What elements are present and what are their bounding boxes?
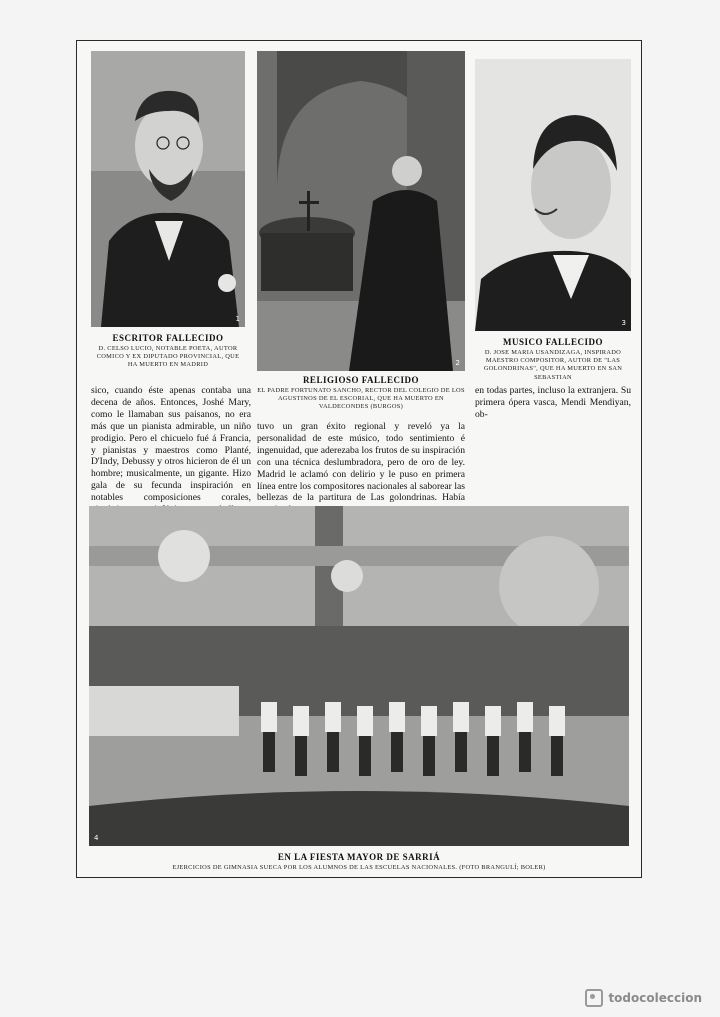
photo-number: 2 bbox=[455, 359, 460, 367]
musician-portrait bbox=[475, 59, 631, 331]
musician-caption-text: D. JOSE MARIA USANDIZAGA, INSPIRADO MAESTRO COMPOSITOR, AUTOR DE "LAS GOLONDRINAS", QUE HA MUERTO EN SAN SEBASTIAN bbox=[483, 349, 623, 381]
photo-number: 1 bbox=[235, 315, 240, 323]
festival-caption-title: EN LA FIESTA MAYOR DE SARRIÁ bbox=[277, 852, 441, 862]
musician-caption-title: MUSICO FALLECIDO bbox=[502, 337, 604, 347]
writer-caption-text: D. CELSO LUCIO, NOTABLE POETA, AUTOR COMICO Y EX DIPUTADO PROVINCIAL, QUE HA MUERTO EN MADRID bbox=[96, 345, 240, 369]
writer-caption-title: ESCRITOR FALLECIDO bbox=[112, 333, 224, 343]
article-column-3: en todas partes, incluso la extranjera. Su primera ópera vasca, Mendi Mendiyan, ob- bbox=[475, 385, 631, 420]
priest-portrait bbox=[257, 51, 465, 371]
todocoleccion-logo-icon bbox=[585, 989, 603, 1007]
article-column-1: sico, cuando éste apenas contaba una decena de años. Entonces, Joshé Mary, como le llamaban sus paisanos, no era más que un pianista admirable, un niño prodigio. Pero el chicuelo fué á Francia, y pianistas y maestros como Planté, D'Indy, Debussy y otros hicieron de él un hombre; musicalmente, un gigante. Hizo gala de su fecunda inspiración en notables composiciones corales, bbox=[91, 385, 251, 504]
photo-number: 4 bbox=[94, 834, 99, 842]
article-column-2: tuvo un gran éxito regional y reveló ya la personalidad de este músico, todo sentimiento é ingenuidad, que aderezaba los frutos de su inspiración con una técnica deslumbradora, pero de oro de ley. Madrid le aclamó con delirio y le puso en primera línea entre los compositores nacionales al saborear las bellezas de la partitura de Las golondrinas. Había bbox=[257, 421, 465, 504]
priest-caption-title: RELIGIOSO FALLECIDO bbox=[302, 375, 420, 385]
writer-portrait bbox=[91, 51, 245, 327]
festival-photo bbox=[89, 506, 629, 846]
photo-number: 3 bbox=[621, 319, 626, 327]
festival-caption-text: EJERCICIOS DE GIMNASIA SUECA POR LOS ALUMNOS DE LAS ESCUELAS NACIONALES. (FOTO BRANGULÍ; BOLER) bbox=[172, 864, 546, 871]
watermark-text: todocoleccion bbox=[608, 991, 702, 1005]
site-watermark bbox=[585, 989, 702, 1007]
magazine-page bbox=[76, 40, 642, 878]
priest-caption-text: EL PADRE FORTUNATO SANCHO, RECTOR DEL COLEGIO DE LOS AGUSTINOS DE EL ESCORIAL, QUE HA MUERTO EN VALDECONDES (BURGOS) bbox=[257, 387, 465, 411]
